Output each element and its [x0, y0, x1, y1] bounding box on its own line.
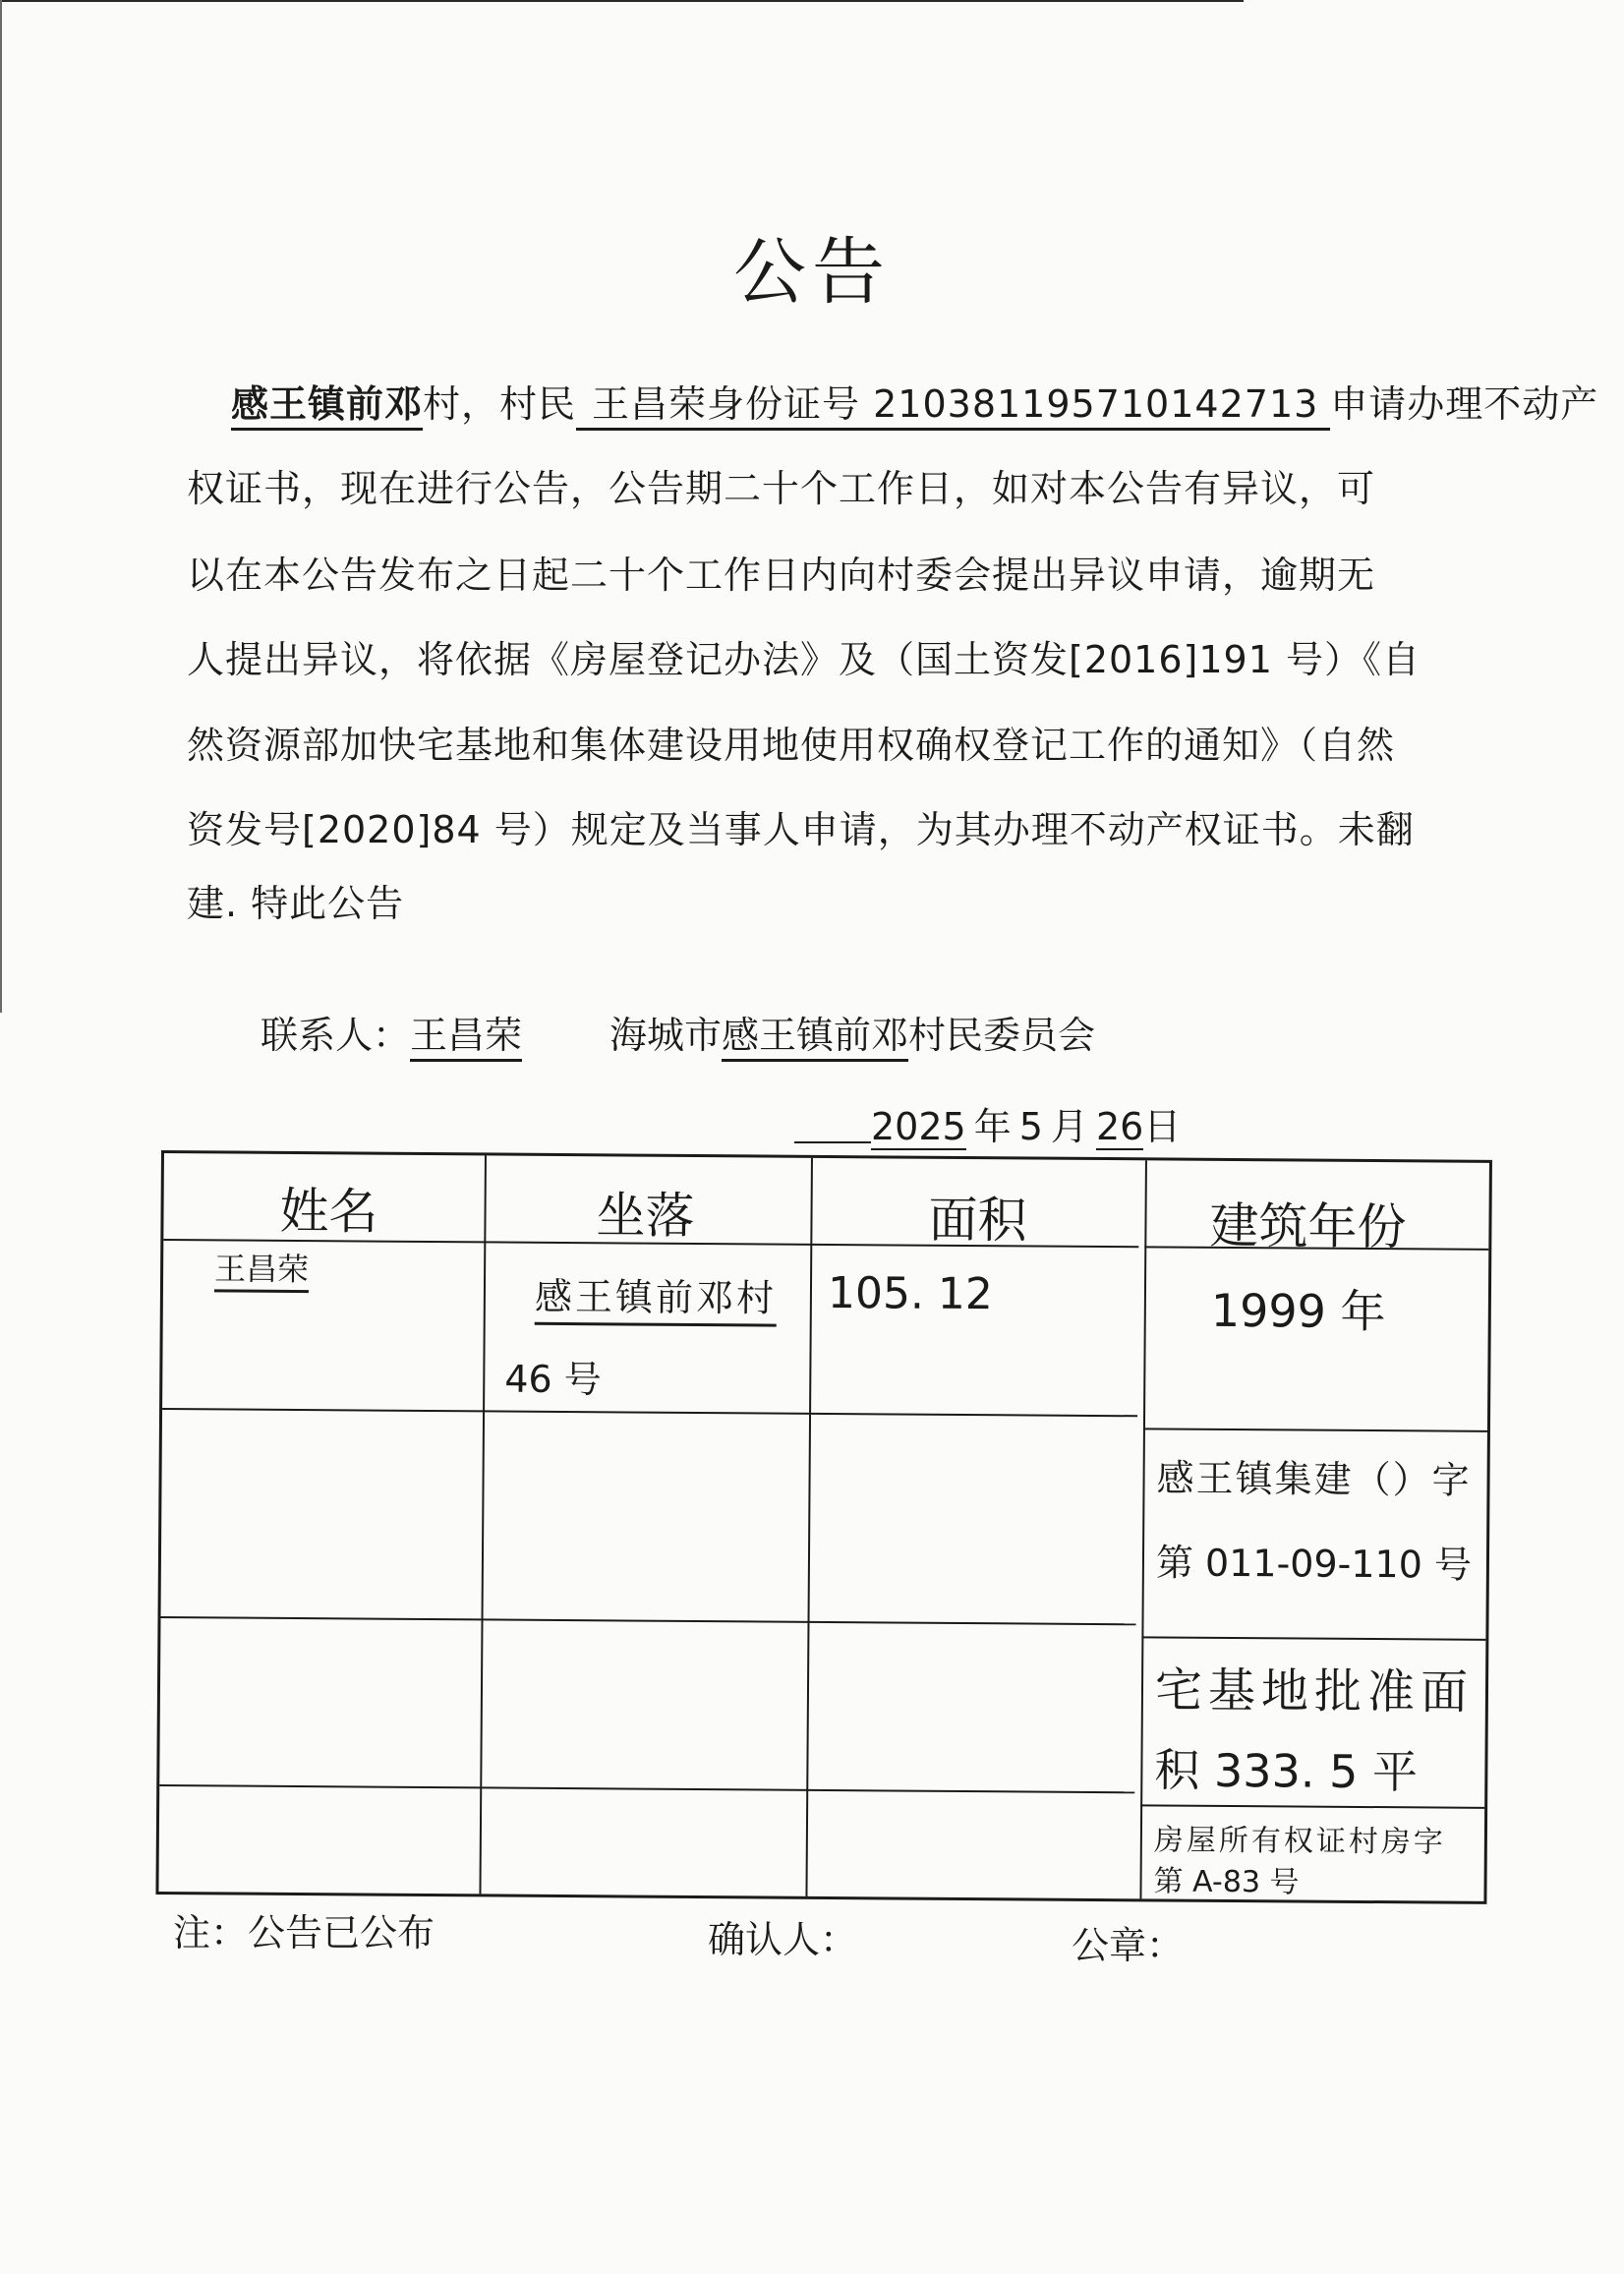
footer-note: 注：公告已公布: [173, 1911, 435, 1954]
notice-line-2: 权证书，现在进行公告，公告期二十个工作日，如对本公告有异议，可: [187, 467, 1376, 510]
table-row-divider: [162, 1408, 1137, 1417]
date-year: 2025: [871, 1105, 966, 1148]
contact: [261, 1005, 522, 1059]
scan-edge-left: [0, 0, 2, 1013]
collective-land-cert-line-2: 第 011-09-110 号: [1155, 1541, 1473, 1587]
org-prefix: 海城市: [609, 1014, 723, 1057]
area-value: 105. 12: [827, 1267, 994, 1320]
village-name: 感王镇前邓: [231, 382, 423, 431]
build-year-value: 1999 年: [1210, 1283, 1386, 1339]
notice-line-1: [231, 379, 1599, 429]
location-line-1: 感王镇前邓村: [535, 1266, 777, 1327]
date-year-unit: 年: [973, 1105, 1012, 1148]
location-line-2: 46 号: [504, 1357, 602, 1402]
date-month: 5: [1018, 1105, 1043, 1148]
table-col-divider: [805, 1158, 813, 1896]
house-ownership-cert-line-1: 房屋所有权证村房字: [1153, 1823, 1447, 1860]
notice-line-6: 资发号[2020]84 号）规定及当事人申请，为其办理不动产权证书。未翻: [187, 808, 1415, 851]
header-location: 坐落: [596, 1187, 695, 1245]
house-ownership-cert-line-2: 第 A-83 号: [1153, 1864, 1300, 1900]
table-row-divider: [1140, 1804, 1484, 1809]
applicant-id: 王昌荣身份证号 210381195710142713: [576, 382, 1330, 431]
scan-edge-top: [0, 0, 1244, 2]
seal-label: 公章：: [1072, 1924, 1185, 1967]
header-area: 面积: [928, 1191, 1027, 1250]
owner-name: 王昌荣: [214, 1244, 309, 1293]
line-1-tail: 申请办理不动产: [1330, 382, 1599, 426]
notice-date: [794, 1096, 1181, 1150]
table-row-divider: [159, 1784, 1134, 1793]
contact-label: 联系人：: [261, 1014, 411, 1057]
notice-line-5: 然资源部加快宅基地和集体建设用地使用权确权登记工作的通知》（自然: [187, 724, 1396, 767]
table-row-divider: [1141, 1636, 1485, 1641]
notice-line-7: 建. 特此公告: [187, 882, 405, 925]
confirmer-label: 确认人：: [708, 1918, 858, 1961]
org-suffix: 村民委员会: [908, 1014, 1096, 1057]
contact-name: 王昌荣: [410, 1014, 522, 1062]
table-row-divider: [161, 1616, 1136, 1625]
organization: [609, 1005, 1095, 1059]
homestead-approval-line-2: 积 333. 5 平: [1154, 1743, 1419, 1799]
property-table: [155, 1150, 1492, 1904]
notice-line-4: 人提出异议，将依据《房屋登记办法》及（国土资发[2016]191 号）《自: [187, 638, 1421, 681]
collective-land-cert-line-1: 感王镇集建（）字: [1156, 1456, 1472, 1502]
date-blank-line: [794, 1141, 871, 1143]
notice-line-3: 以在本公告发布之日起二十个工作日内向村委会提出异议申请，逾期无: [187, 554, 1376, 597]
village-suffix: 村，村民: [423, 382, 577, 426]
date-day-unit: 日: [1143, 1105, 1182, 1148]
notice-title: 公告: [733, 230, 891, 315]
table-col-divider: [479, 1155, 487, 1894]
date-month-unit: 月: [1050, 1105, 1088, 1148]
header-build-year: 建筑年份: [1209, 1196, 1407, 1256]
homestead-approval-line-1: 宅基地批准面: [1154, 1662, 1475, 1720]
header-name: 姓名: [279, 1182, 378, 1241]
date-day: 26: [1095, 1105, 1144, 1148]
table-row-divider: [1143, 1428, 1487, 1432]
table-col-divider: [1139, 1160, 1147, 1898]
org-town-village: 感王镇前邓: [722, 1014, 908, 1062]
